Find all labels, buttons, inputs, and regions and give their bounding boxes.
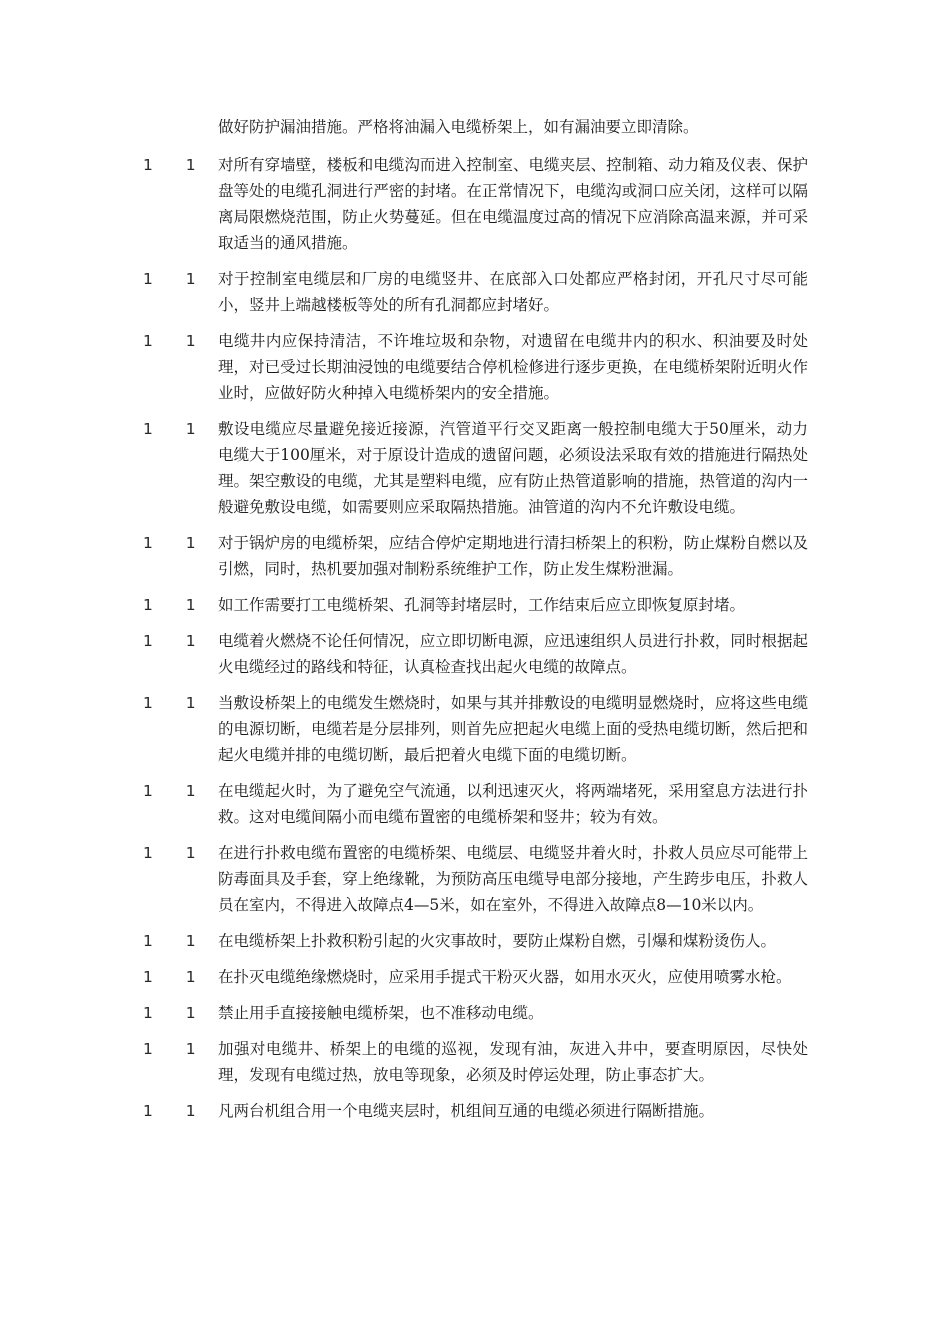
item-number: 1 1 bbox=[143, 968, 210, 986]
item-text: 电缆井内应保持清洁，不许堆垃圾和杂物，对遗留在电缆井内的积水、积油要及时处理，对已受过长期油浸蚀的电缆要结合停机检修进行逐步更换，在电缆桥架附近明火作业时，应做好防火种掉入电缆桥架内的安全措施。 bbox=[218, 332, 808, 402]
list-item bbox=[0, 152, 950, 256]
list-item bbox=[0, 592, 950, 618]
item-text: 电缆着火燃烧不论任何情况，应立即切断电源，应迅速组织人员进行扑救，同时根据起火电缆经过的路线和特征，认真检查找出起火电缆的故障点。 bbox=[218, 632, 808, 676]
item-number: 1 1 bbox=[143, 844, 210, 862]
list-item bbox=[0, 778, 950, 830]
item-number: 1 1 bbox=[143, 270, 210, 288]
item-text: 在电缆桥架上扑救积粉引起的火灾事故时，要防止煤粉自燃，引爆和煤粉烫伤人。 bbox=[218, 932, 777, 950]
item-text: 对所有穿墙壁，楼板和电缆沟而进入控制室、电缆夹层、控制箱、动力箱及仪表、保护盘等处的电缆孔洞进行严密的封堵。在正常情况下，电缆沟或洞口应关闭，这样可以隔离局限燃烧范围，防止火势蔓延。但在电缆温度过高的情况下应消除高温来源，并可采取适当的通风措施。 bbox=[218, 156, 808, 252]
item-number: 1 1 bbox=[143, 932, 210, 950]
item-number: 1 1 bbox=[143, 1004, 210, 1022]
list-item bbox=[0, 416, 950, 520]
list-item bbox=[0, 328, 950, 406]
item-number: 1 1 bbox=[143, 694, 210, 712]
item-number: 1 1 bbox=[143, 596, 210, 614]
item-number: 1 1 bbox=[143, 1040, 210, 1058]
item-text: 对于控制室电缆层和厂房的电缆竖井、在底部入口处都应严格封闭，开孔尺寸尽可能小，竖井上端越楼板等处的所有孔洞都应封堵好。 bbox=[218, 270, 808, 314]
item-text: 如工作需要打工电缆桥架、孔洞等封堵层时，工作结束后应立即恢复原封堵。 bbox=[218, 596, 746, 614]
item-text: 在扑灭电缆绝缘燃烧时，应采用手提式干粉灭火器，如用水灭火，应使用喷雾水枪。 bbox=[218, 968, 792, 986]
item-number: 1 1 bbox=[143, 632, 210, 650]
item-number: 1 1 bbox=[143, 1102, 210, 1120]
item-text: 在进行扑救电缆布置密的电缆桥架、电缆层、电缆竖井着火时，扑救人员应尽可能带上防毒面具及手套，穿上绝缘靴，为预防高压电缆导电部分接地，产生跨步电压，扑救人员在室内，不得进入故障点4—5米，如在室外，不得进入故障点8—10米以内。 bbox=[218, 844, 808, 914]
list-item bbox=[0, 690, 950, 768]
list-item bbox=[0, 1000, 950, 1026]
list-item bbox=[0, 266, 950, 318]
lead-paragraph: 做好防护漏油措施。严格将油漏入电缆桥架上，如有漏油要立即清除。 bbox=[218, 118, 699, 136]
item-number: 1 1 bbox=[143, 420, 210, 438]
item-text: 对于锅炉房的电缆桥架，应结合停炉定期地进行清扫桥架上的积粉，防止煤粉自燃以及引燃，同时，热机要加强对制粉系统维护工作，防止发生煤粉泄漏。 bbox=[218, 534, 808, 578]
item-number: 1 1 bbox=[143, 332, 210, 350]
item-text: 凡两台机组合用一个电缆夹层时，机组间互通的电缆必须进行隔断措施。 bbox=[218, 1102, 715, 1120]
list-item bbox=[0, 928, 950, 954]
list-item bbox=[0, 840, 950, 918]
item-text: 加强对电缆井、桥架上的电缆的巡视，发现有油，灰进入井中，要查明原因，尽快处理，发现有电缆过热，放电等现象，必须及时停运处理，防止事态扩大。 bbox=[218, 1040, 808, 1084]
list-item bbox=[0, 1036, 950, 1088]
measures-list bbox=[0, 152, 950, 1134]
list-item bbox=[0, 530, 950, 582]
item-text: 敷设电缆应尽量避免接近接源，汽管道平行交叉距离一般控制电缆大于50厘米，动力电缆大于100厘米，对于原设计造成的遗留问题，必须设法采取有效的措施进行隔热处理。架空敷设的电缆，尤其是塑料电缆，应有防止热管道影响的措施，热管道的沟内一般避免敷设电缆，如需要则应采取隔热措施。油管道的沟内不允许敷设电缆。 bbox=[218, 420, 808, 516]
list-item bbox=[0, 1098, 950, 1124]
item-text: 禁止用手直接接触电缆桥架，也不准移动电缆。 bbox=[218, 1004, 544, 1022]
item-number: 1 1 bbox=[143, 534, 210, 552]
item-text: 在电缆起火时，为了避免空气流通，以利迅速灭火，将两端堵死，采用窒息方法进行扑救。这对电缆间隔小而电缆布置密的电缆桥架和竖井；较为有效。 bbox=[218, 782, 808, 826]
item-number: 1 1 bbox=[143, 782, 210, 800]
list-item bbox=[0, 628, 950, 680]
item-text: 当敷设桥架上的电缆发生燃烧时，如果与其并排敷设的电缆明显燃烧时，应将这些电缆的电源切断，电缆若是分层排列，则首先应把起火电缆上面的受热电缆切断，然后把和起火电缆并排的电缆切断，最后把着火电缆下面的电缆切断。 bbox=[218, 694, 808, 764]
list-item bbox=[0, 964, 950, 990]
item-number: 1 1 bbox=[143, 156, 210, 174]
